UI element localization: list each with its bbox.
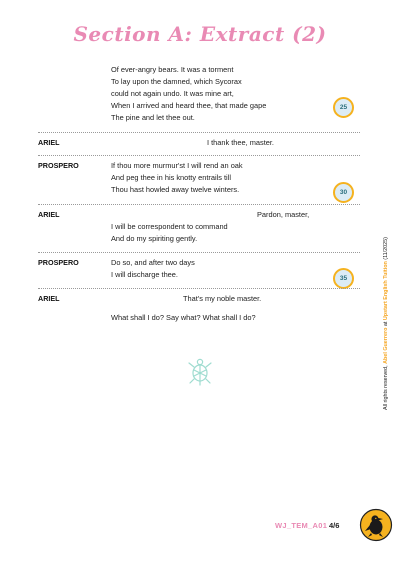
verse-line: Do so, and after two days: [111, 258, 195, 267]
verse-line: That's my noble master.: [183, 294, 262, 303]
verse-line: To lay upon the damned, which Sycorax: [111, 77, 242, 86]
copyright-suffix: (11/2025): [383, 237, 389, 262]
copyright-author: Abel Guerrero: [383, 327, 389, 364]
verse-line: And do my spiriting gently.: [111, 234, 198, 243]
verse-line: could not again undo. It was mine art,: [111, 89, 234, 98]
turtle-icon: [184, 356, 216, 388]
verse-line: When I arrived and heard thee, that made gape: [111, 101, 267, 110]
line-number-badge: 25: [333, 97, 354, 118]
verse-line: And peg thee in his knotty entrails till: [111, 173, 231, 182]
speech-divider: [38, 204, 360, 205]
verse-line: Thou hast howled away twelve winters.: [111, 185, 240, 194]
page-number: 4/6: [329, 521, 340, 530]
verse-line: I will discharge thee.: [111, 270, 178, 279]
verse-line: Pardon, master,: [257, 210, 310, 219]
speaker-ariel: ARIEL: [38, 138, 60, 147]
document-code: WJ_TEM_A01: [275, 521, 328, 530]
verse-line: I will be correspondent to command: [111, 222, 228, 231]
crow-logo-icon: [359, 508, 393, 542]
speech-divider: [38, 252, 360, 253]
line-number-badge: 35: [333, 268, 354, 289]
copyright-middle: at: [383, 320, 389, 328]
speech-divider: [38, 288, 360, 289]
verse-line: If thou more murmur'st I will rend an oak: [111, 161, 243, 170]
speaker-prospero: PROSPERO: [38, 258, 79, 267]
verse-line: The pine and let thee out.: [111, 113, 195, 122]
speaker-ariel: ARIEL: [38, 210, 60, 219]
speaker-prospero: PROSPERO: [38, 161, 79, 170]
copyright-prefix: All rights reserved,: [383, 363, 389, 410]
copyright-notice: [383, 237, 389, 410]
line-number-badge: 30: [333, 182, 354, 203]
verse-line: Of ever-angry bears. It was a torment: [111, 65, 234, 74]
copyright-org: Upstart English Tuition: [383, 261, 389, 321]
speech-divider: [38, 132, 360, 133]
verse-line: What shall I do? Say what? What shall I do?: [111, 313, 256, 322]
speech-divider: [38, 155, 360, 156]
verse-line: I thank thee, master.: [207, 138, 274, 147]
speaker-ariel: ARIEL: [38, 294, 60, 303]
page-title: Section A: Extract (2): [73, 22, 327, 46]
